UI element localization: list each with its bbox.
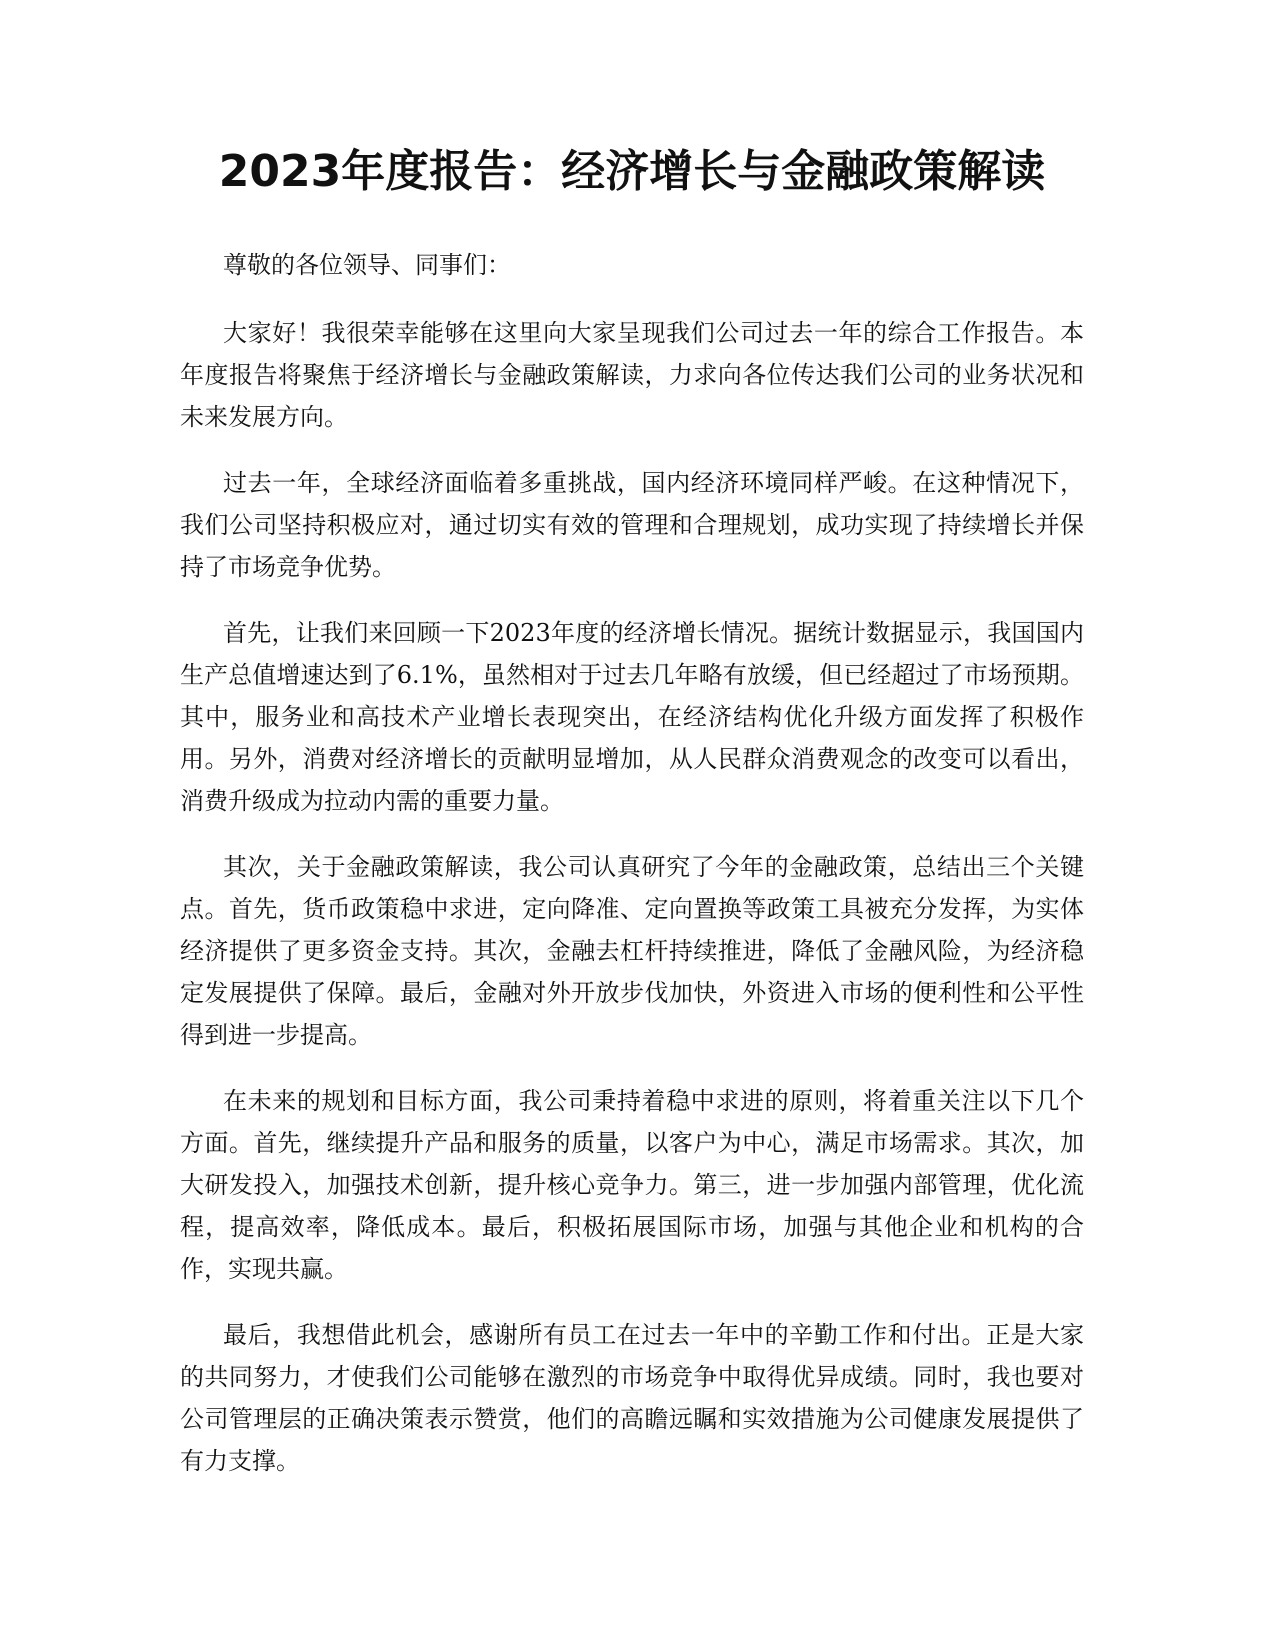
document-title: 2023年度报告：经济增长与金融政策解读 [218, 146, 1046, 197]
document-page [180, 142, 1084, 1506]
paragraph-financial-policy: 其次，关于金融政策解读，我公司认真研究了今年的金融政策，总结出三个关键点。首先，货币政策稳中求进，定向降准、定向置换等政策工具被充分发挥，为实体经济提供了更多资金支持。其次，金融去杠杆持续推进，降低了金融风险，为经济稳定发展提供了保障。最后，金融对外开放步伐加快，外资进入市场的便利性和公平性得到进一步提高。 [180, 853, 1084, 1049]
paragraph-past-year: 过去一年，全球经济面临着多重挑战，国内经济环境同样严峻。在这种情况下，我们公司坚持积极应对，通过切实有效的管理和合理规划，成功实现了持续增长并保持了市场竞争优势。 [180, 469, 1084, 581]
paragraph-future-plans: 在未来的规划和目标方面，我公司秉持着稳中求进的原则，将着重关注以下几个方面。首先，继续提升产品和服务的质量，以客户为中心，满足市场需求。其次，加大研发投入，加强技术创新，提升核心竞争力。第三，进一步加强内部管理，优化流程，提高效率，降低成本。最后，积极拓展国际市场，加强与其他企业和机构的合作，实现共赢。 [180, 1087, 1084, 1283]
paragraph-economic-growth: 首先，让我们来回顾一下2023年度的经济增长情况。据统计数据显示，我国国内生产总值增速达到了6.1%，虽然相对于过去几年略有放缓，但已经超过了市场预期。其中，服务业和高技术产业增长表现突出，在经济结构优化升级方面发挥了积极作用。另外，消费对经济增长的贡献明显增加，从人民群众消费观念的改变可以看出，消费升级成为拉动内需的重要力量。 [180, 619, 1084, 815]
greeting-paragraph: 尊敬的各位领导、同事们： [223, 251, 511, 279]
paragraph-introduction: 大家好！我很荣幸能够在这里向大家呈现我们公司过去一年的综合工作报告。本年度报告将聚焦于经济增长与金融政策解读，力求向各位传达我们公司的业务状况和未来发展方向。 [180, 319, 1084, 431]
paragraph-acknowledgements: 最后，我想借此机会，感谢所有员工在过去一年中的辛勤工作和付出。正是大家的共同努力，才使我们公司能够在激烈的市场竞争中取得优异成绩。同时，我也要对公司管理层的正确决策表示赞赏，他们的高瞻远瞩和实效措施为公司健康发展提供了有力支撑。 [180, 1321, 1084, 1475]
